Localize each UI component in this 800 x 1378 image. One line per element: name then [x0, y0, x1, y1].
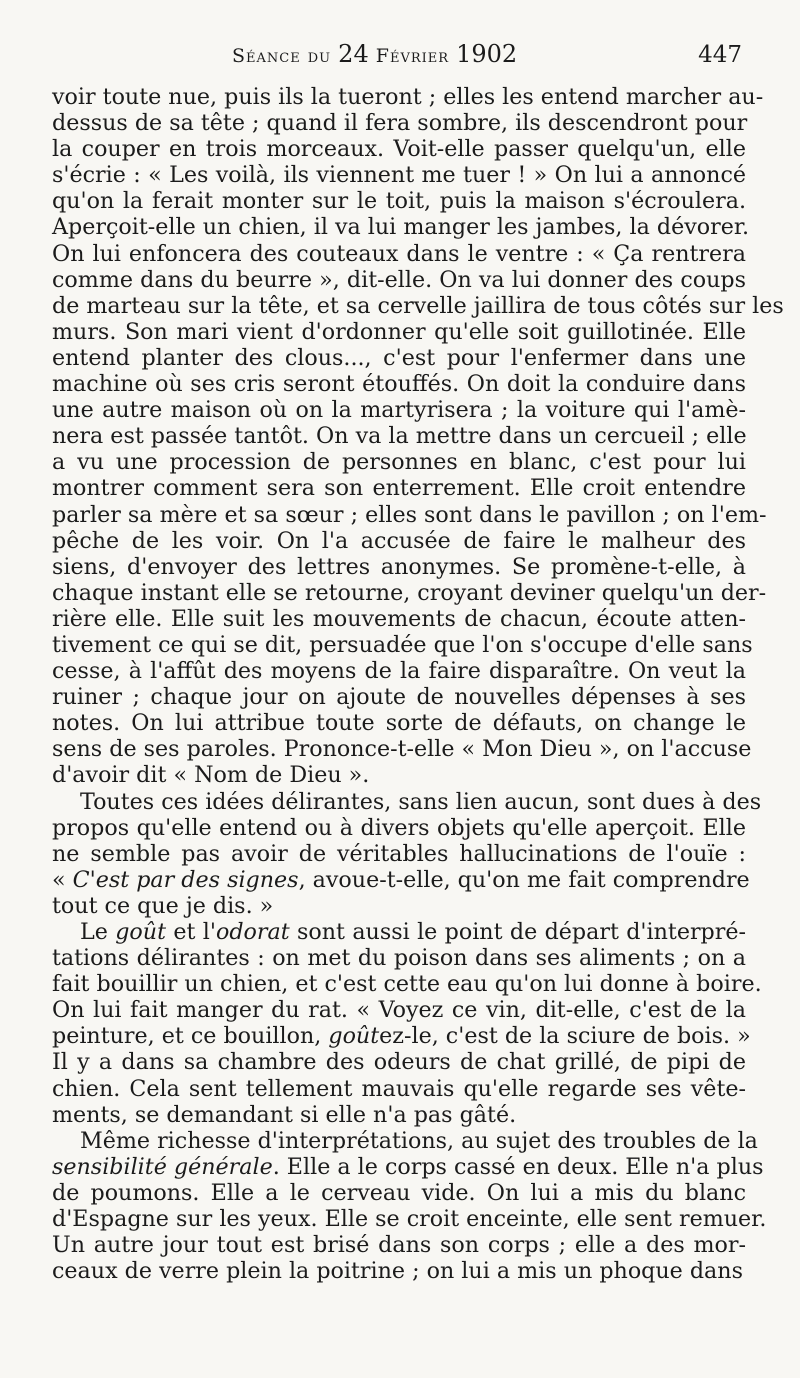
text-line: sensibilité générale. Elle a le corps cassé en deux. Elle n'a plus — [52, 1153, 764, 1180]
text-line: « C'est par des signes, avoue-t-elle, qu'on me fait comprendre — [52, 866, 750, 893]
paragraph — [52, 788, 762, 919]
running-title-year: 1902 — [456, 40, 518, 68]
text-line: notes. On lui attribue toute sorte de défauts, on change le — [52, 710, 746, 737]
running-title-prefix: Séance du — [232, 45, 332, 67]
running-title-month: Février — [375, 45, 450, 67]
text-line: Même richesse d'interprétations, au sujet des troubles de la — [80, 1127, 758, 1154]
text-line: siens, d'envoyer des lettres anonymes. Se promène-t-elle, à — [52, 553, 746, 580]
text-line: s'écrie : « Les voilà, ils viennent me tuer ! » On lui a annoncé — [52, 162, 746, 189]
text-line: montrer comment sera son enterrement. Elle croit entendre — [52, 475, 746, 502]
text-line: propos qu'elle entend ou à divers objets qu'elle aperçoit. Elle — [52, 814, 746, 841]
text-line: Aperçoit-elle un chien, il va lui manger les jambes, la dévorer. — [52, 214, 750, 241]
text-line: dessus de sa tête ; quand il fera sombre, ils descendront pour — [52, 110, 748, 137]
text-line: Il y a dans sa chambre des odeurs de chat grillé, de pipi de — [52, 1049, 746, 1076]
paragraph — [52, 1127, 767, 1285]
text-line: murs. Son mari vient d'ordonner qu'elle soit guillotinée. Elle — [52, 318, 746, 345]
text-line: a vu une procession de personnes en blanc, c'est pour lui — [52, 449, 746, 476]
text-line: pêche de les voir. On l'a accusée de faire le malheur des — [52, 527, 746, 554]
text-line: fait bouillir un chien, et c'est cette eau qu'on lui donne à boire. — [52, 971, 762, 998]
text-line: d'Espagne sur les yeux. Elle se croit enceinte, elle sent remuer. — [52, 1206, 767, 1233]
text-line: ceaux de verre plein la poitrine ; on lui a mis un phoque dans — [52, 1258, 743, 1285]
text-line: nera est passée tantôt. On va la mettre dans un cercueil ; elle — [52, 423, 747, 450]
page-number: 447 — [698, 42, 742, 68]
text-line: On lui fait manger du rat. « Voyez ce vin, dit-elle, c'est de la — [52, 997, 746, 1024]
page-body-text — [52, 84, 784, 1285]
text-line: ments, se demandant si elle n'a pas gâté. — [52, 1101, 517, 1128]
text-line: ne semble pas avoir de véritables hallucinations de l'ouïe : — [52, 840, 746, 867]
text-line: entend planter des clous..., c'est pour l'enfermer dans une — [52, 344, 746, 371]
text-line: On lui enfoncera des couteaux dans le ventre : « Ça rentrera — [52, 240, 746, 267]
text-line: la couper en trois morceaux. Voit-elle passer quelqu'un, elle — [52, 136, 746, 163]
text-line: ruiner ; chaque jour on ajoute de nouvelles dépenses à ses — [52, 684, 746, 711]
text-line: chaque instant elle se retourne, croyant deviner quelqu'un der- — [52, 579, 767, 606]
text-line: Toutes ces idées délirantes, sans lien aucun, sont dues à des — [80, 788, 762, 815]
paragraph — [52, 84, 784, 789]
text-line: tivement ce qui se dit, persuadée que l'on s'occupe d'elle sans — [52, 631, 753, 658]
text-line: tout ce que je dis. » — [52, 892, 274, 919]
text-line: sens de ses paroles. Prononce-t-elle « Mon Dieu », on l'accuse — [52, 736, 752, 763]
text-line: de marteau sur la tête, et sa cervelle jaillira de tous côtés sur les — [52, 292, 784, 319]
text-line: rière elle. Elle suit les mouvements de chacun, écoute atten- — [52, 605, 746, 632]
running-title — [232, 40, 517, 68]
paragraph — [52, 919, 762, 1128]
text-line: machine où ses cris seront étouffés. On doit la conduire dans — [52, 371, 746, 398]
text-line: comme dans du beurre », dit-elle. On va lui donner des coups — [52, 266, 746, 293]
text-line: cesse, à l'affût des moyens de la faire disparaître. On veut la — [52, 658, 746, 685]
text-line: chien. Cela sent tellement mauvais qu'elle regarde ses vête- — [52, 1075, 746, 1102]
text-line: tations délirantes : on met du poison dans ses aliments ; on a — [52, 945, 746, 972]
text-line: d'avoir dit « Nom de Dieu ». — [52, 762, 370, 789]
text-line: peinture, et ce bouillon, goûtez-le, c'est de la sciure de bois. » — [52, 1023, 751, 1050]
text-line: une autre maison où on la martyrisera ; la voiture qui l'amè- — [52, 397, 746, 424]
text-line: Le goût et l'odorat sont aussi le point de départ d'interpré- — [80, 919, 746, 945]
text-line: de poumons. Elle a le cerveau vide. On lui a mis du blanc — [52, 1179, 746, 1206]
text-line: voir toute nue, puis ils la tueront ; elles les entend marcher au- — [52, 84, 764, 110]
running-title-day: 24 — [338, 40, 369, 68]
text-line: qu'on la ferait monter sur le toit, puis la maison s'écroulera. — [52, 188, 746, 215]
text-line: parler sa mère et sa sœur ; elles sont dans le pavillon ; on l'em- — [52, 501, 767, 528]
running-header — [52, 40, 742, 74]
text-line: Un autre jour tout est brisé dans son corps ; elle a des mor- — [52, 1232, 746, 1259]
